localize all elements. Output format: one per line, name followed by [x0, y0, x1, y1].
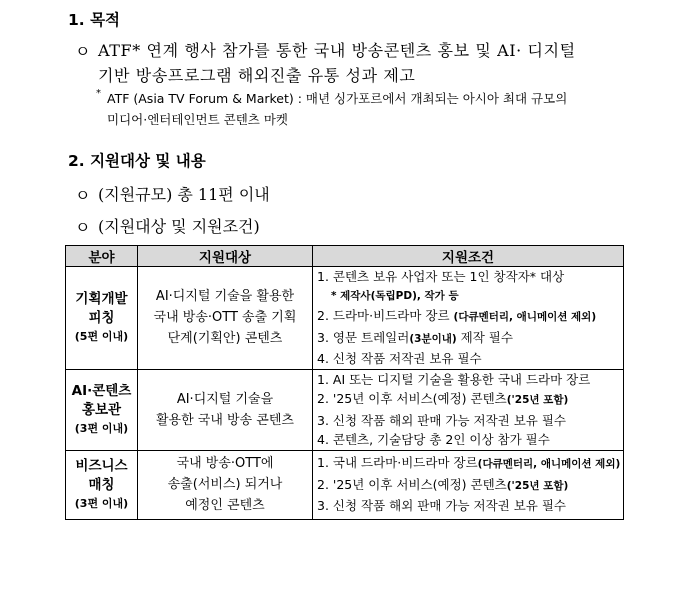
purpose-bullet: ㅇ — [75, 42, 91, 61]
condition-note: (다큐멘터리, 애니메이션 제외) — [477, 458, 621, 471]
target-line: 국내 방송·OTT 송출 기획 — [153, 310, 297, 326]
condition-item: 1. 콘텐츠 보유 사업자 또는 1인 창작자* 대상 — [317, 269, 565, 284]
condition-text: 3. 영문 트레일러 — [317, 329, 410, 345]
footnote-line-1: ATF (Asia TV Forum & Market) : 매년 싱가포르에서 개최되는 아시아 최대 규모의 — [107, 91, 568, 106]
target-cell — [138, 450, 313, 519]
category-count: (5편 이내) — [74, 329, 129, 343]
category-count: (3편 이내) — [74, 421, 129, 435]
conditions-cell — [313, 369, 624, 450]
category-name: 비즈니스 — [75, 457, 128, 474]
purpose-line-1: ATF* 연계 행사 참가를 통한 국내 방송콘텐츠 홍보 및 AI· 디지털 — [98, 41, 576, 60]
condition-item — [317, 475, 623, 497]
condition-item — [317, 306, 623, 328]
target-line: AI·디지털 기술을 — [176, 391, 274, 407]
section2-heading: 2. 지원대상 및 내용 — [68, 152, 206, 170]
footnote-line-2: 미디어·엔터테인먼트 콘텐츠 마켓 — [107, 112, 288, 127]
table-header-row — [66, 246, 624, 267]
category-cell — [66, 267, 138, 370]
condition-item — [317, 328, 623, 350]
target-cell — [138, 369, 313, 450]
target-line: 단계(기획안) 콘텐츠 — [167, 331, 283, 347]
support-scale: (지원규모) 총 11편 이내 — [98, 185, 270, 204]
condition-note: * 제작사(독립PD), 작가 등 — [331, 289, 459, 302]
target-heading: (지원대상 및 지원조건) — [98, 217, 260, 236]
conditions-cell — [313, 267, 624, 370]
category-cell — [66, 369, 138, 450]
conditions-cell — [313, 450, 624, 519]
condition-note: ('25년 포함) — [506, 479, 569, 492]
condition-note: ('25년 포함) — [506, 394, 569, 406]
condition-text: 2. 드라마·비드라마 장르 — [317, 308, 450, 323]
target-cell — [138, 267, 313, 370]
target-bullet: ㅇ — [75, 218, 91, 237]
table-row — [66, 369, 624, 450]
target-line: 예정인 콘텐츠 — [185, 498, 265, 513]
target-line: AI·디지털 기술을 활용한 — [155, 289, 295, 305]
condition-item: 4. 신청 작품 저작권 보유 필수 — [317, 351, 482, 366]
condition-item — [317, 389, 623, 411]
header-target: 지원대상 — [138, 246, 313, 267]
purpose-line-2: 기반 방송프로그램 해외진출 유통 성과 제고 — [98, 66, 416, 85]
category-cell — [66, 450, 138, 519]
condition-item: 4. 콘텐츠, 기술담당 총 2인 이상 참가 필수 — [317, 432, 550, 447]
target-line: 활용한 국내 방송 콘텐츠 — [156, 412, 294, 428]
target-line: 송출(서비스) 되거나 — [167, 477, 283, 492]
category-name: 기획개발 — [75, 290, 128, 307]
condition-item: 3. 신청 작품 해외 판매 가능 저작권 보유 필수 — [317, 498, 566, 514]
footnote-marker: * — [96, 88, 101, 99]
condition-text: 2. '25년 이후 서비스(예정) 콘텐츠 — [317, 476, 507, 492]
condition-text: 1. 국내 드라마·비드라마 장르 — [317, 455, 478, 471]
condition-item: 1. AI 또는 디지털 기술을 활용한 국내 드라마 장르 — [317, 371, 591, 387]
condition-note: (3분이내) — [409, 332, 457, 345]
category-count: (3편 이내) — [74, 496, 129, 510]
table-row — [66, 450, 624, 519]
support-table — [65, 245, 624, 520]
condition-item — [317, 453, 623, 475]
condition-text: 2. '25년 이후 서비스(예정) 콘텐츠 — [317, 391, 507, 406]
header-conditions: 지원조건 — [313, 246, 624, 267]
condition-text: 제작 필수 — [456, 329, 513, 345]
category-name-2: 매칭 — [88, 476, 115, 493]
condition-note: (다큐멘터리, 애니메이션 제외) — [453, 311, 597, 323]
table-row — [66, 267, 624, 370]
category-name-2: 홍보관 — [81, 401, 122, 418]
scale-bullet: ㅇ — [75, 186, 91, 205]
target-line: 국내 방송·OTT에 — [176, 456, 274, 471]
header-category: 분야 — [66, 246, 138, 267]
category-name: AI·콘텐츠 — [71, 382, 132, 399]
category-name-2: 피칭 — [88, 309, 115, 326]
section1-heading: 1. 목적 — [68, 11, 121, 29]
condition-item: 3. 신청 작품 해외 판매 가능 저작권 보유 필수 — [317, 412, 566, 428]
